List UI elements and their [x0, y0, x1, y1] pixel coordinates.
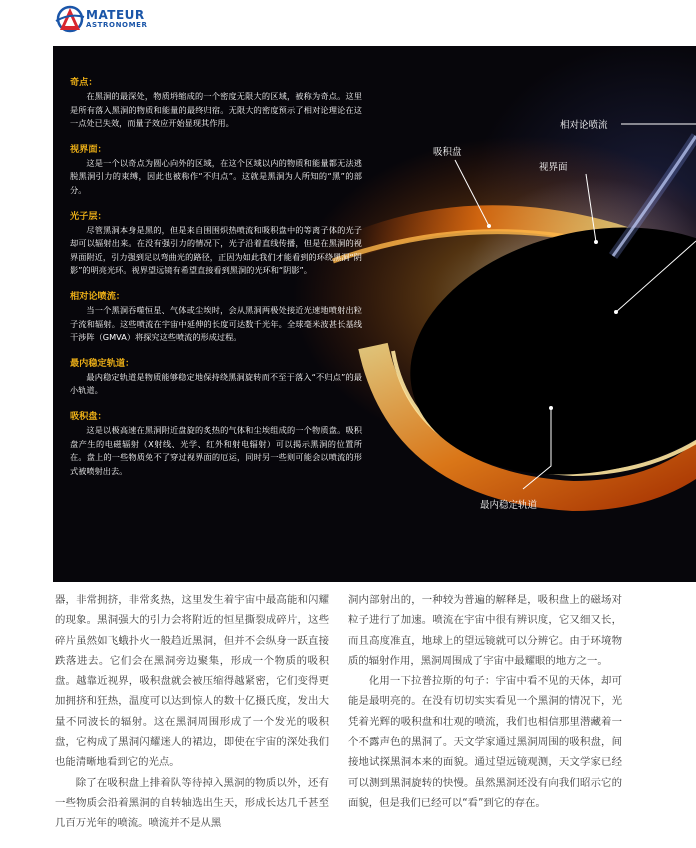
info-section-event-horizon	[70, 143, 362, 198]
article-paragraph: 洞内部射出的，一种较为普遍的解释是，吸积盘上的磁场对粒子进行了加速。喷流在宇宙中很有辨识度，它又细又长，而且高度准直，地球上的望远镜就可以分辨它。由于环境物质的辐射作用，黑洞周围成了宇宙中最耀眼的地方之一。	[348, 594, 622, 667]
article-paragraph: 除了在吸积盘上排着队等待掉入黑洞的物质以外，还有一些物质会沿着黑洞的自转轴选出生天，形成长达几千甚至几百万光年的喷流。喷流并不是从黑	[55, 776, 329, 830]
logo-wordmark	[86, 9, 148, 29]
black-hole-infographic	[53, 46, 696, 582]
info-column	[70, 76, 362, 490]
info-section-accretion-disk	[70, 410, 362, 478]
info-section-isco	[70, 357, 362, 398]
logo-text-bottom: ASTRONOMER	[86, 21, 148, 29]
logo-text-top: MATEUR	[86, 8, 145, 22]
section-body: 这是以极高速在黑洞附近盘旋的炙热的气体和尘埃组成的一个物质盘。吸积盘产生的电磁辐射（X射线、光学、红外和射电辐射）可以揭示黑洞的位置所在。盘上的一些物质免不了穿过视界面的厄运，同时另一些则可能会以喷流的形式被喷射出去。	[70, 424, 362, 476]
section-body: 尽管黑洞本身是黑的，但是来自围围炽热喷流和吸积盘中的等离子体的光子却可以辐射出来。在没有强引力的情况下，光子沿着直线传播，但是在黑洞的视界面附近，引力强到足以弯曲光的路径，正因为如此我们才能看到的环绕黑洞“阴影”的明亮光环。视界望远镜有希望直接看到黑洞的光环和“阴影”。	[70, 224, 362, 276]
section-title: 相对论喷流：	[70, 290, 126, 302]
section-body: 在黑洞的最深处，物质坍缩成的一个密度无限大的区域，被称为奇点。这里是所有落入黑洞的物质和能量的最终归宿。无限大的密度预示了相对论理论在这一点处已失效，而量子效应开始显现其作用。	[70, 91, 362, 129]
section-title: 光子层：	[70, 210, 107, 222]
section-title: 吸积盘：	[70, 410, 107, 422]
section-body: 这是一个以奇点为圆心向外的区域，在这个区域以内的物质和能量都无法逃脱黑洞引力的束缚，因此也被称作“不归点”。这就是黑洞为人所知的“黑”的部分。	[70, 157, 362, 195]
callout-isco: 最内稳定轨道	[480, 500, 538, 511]
callout-relativistic-jet: 相对论喷流	[560, 120, 608, 131]
article-paragraph: 化用一下拉普拉斯的句子：宇宙中看不见的天体，却可能是最明亮的。在没有切切实实看见一个黑洞的情况下，光凭着光辉的吸积盘和壮观的喷流，我们也相信那里潜藏着一个不露声色的黑洞了。天文学家通过黑洞周围的吸积盘，间接地试探黑洞本来的面貌。通过望远镜观测，天文学家已经可以测到黑洞旋转的快慢。虽然黑洞还没有向我们昭示它的面貌，但是我们已经可以“看”到它的存在。	[348, 675, 622, 809]
callout-accretion-disk: 吸积盘	[433, 147, 462, 158]
section-title: 最内稳定轨道：	[70, 357, 135, 369]
info-section-photon-sphere	[70, 210, 362, 278]
info-section-relativistic-jet	[70, 290, 362, 345]
section-body: 当一个黑洞吞噬恒星、气体或尘埃时，会从黑洞两极处接近光速地喷射出粒子流和辐射。这些喷流在宇宙中延伸的长度可达数千光年。全球毫米波甚长基线干涉阵（GMVA）将探究这些喷流的形成过程。	[70, 304, 362, 343]
article-paragraph: 器，非常拥挤，非常炙热，这里发生着宇宙中最高能和闪耀的现象。黑洞强大的引力会将附近的恒星撕裂成碎片，这些碎片虽然如飞蛾扑火一般趋近黑洞，但并不会纵身一跃直接跌落进去。它们会在黑洞旁边聚集，形成一个物质的吸积盘。越靠近视界，吸积盘就会被压缩得越紧密，它们变得更加拥挤和狂热，温度可以达到惊人的数十亿摄氏度，发出大量不同波长的辐射。这在黑洞周围形成了一个发光的吸积盘，它构成了黑洞闪耀迷人的裙边，即使在宇宙的深处我们也能清晰地看到它的光点。	[55, 594, 329, 769]
callout-event-horizon: 视界面	[539, 162, 568, 173]
article-column-left	[55, 590, 329, 834]
section-title: 奇点：	[70, 77, 98, 88]
info-section-singularity	[70, 76, 362, 131]
article-column-right	[348, 590, 622, 813]
section-body: 最内稳定轨道是物质能够稳定地保持绕黑洞旋转而不至于落入“不归点”的最小轨道。	[70, 371, 362, 396]
section-title: 视界面：	[70, 143, 107, 155]
